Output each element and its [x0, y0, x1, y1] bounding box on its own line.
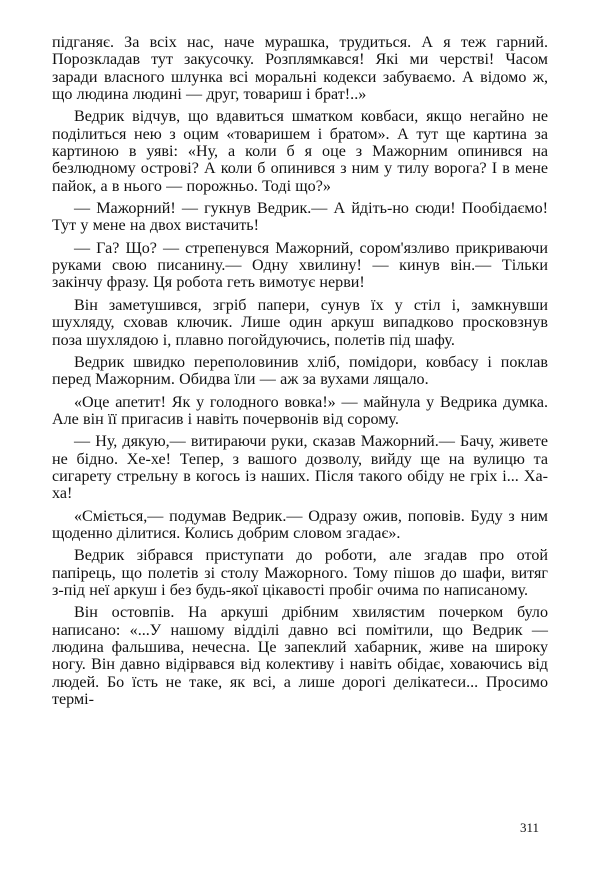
paragraph-10: Ведрик зібрався приступати до роботи, але згадав про отой папірець, що полетів зі столу Мажорного. Тому пішов до шафи, витяг з-під неї аркуш і без будь-якої цікавості пробіг очима по написаному. — [52, 547, 548, 599]
paragraph-8: — Ну, дякую,— витираючи руки, сказав Мажорний.— Бачу, живете не бідно. Хе-хе! Тепер, з вашого дозволу, вийду ще на вулицю та сигарету стрельну в когось із наших. Після такого обіду не гріх і... Ха-ха! — [52, 433, 548, 503]
paragraph-4: — Га? Що? — стрепенувся Мажорний, сором'язливо прикриваючи руками свою писанину.— Одну хвилину! — кинув він.— Тільки закінчу фразу. Ця робота геть вимотує нерви! — [52, 239, 548, 292]
page-number: 311 — [520, 820, 540, 835]
paragraph-6: Ведрик швидко переполовинив хліб, помідори, ковбасу і поклав перед Мажорним. Обидва їли — аж за вухами лящало. — [52, 353, 548, 389]
paragraph-11: Він остовпів. На аркуші дрібним хвилястим почерком було написано: «...У нашому відділі давно всі помітили, що Ведрик — людина фальшива, нечесна. Це запеклий хабарник, живе на широку ногу. Він давно відірвався від колективу і навіть обідає, ховаючись від людей. Бо їсть не таке, як всі, а лише дорогі делікатеси... Просимо термі- — [52, 604, 548, 709]
paragraph-2: Ведрик відчув, що вдавиться шматком ковбаси, якщо негайно не поділиться нею з оцим «товаришем і братом». А тут ще картина за картиною в уяві: «Ну, а коли б я оце з Мажорним опинився на безлюдному острові? А коли б опинився з ним у тилу ворога? І в мене пайок, а в нього — порожньо. Тоді що?» — [52, 108, 548, 195]
paragraph-1: підганяє. За всіх нас, наче мурашка, трудиться. А я теж гарний. Порозкладав тут закусочку. Розплямкався! Які ми черстві! Часом заради власного шлунка всі моральні кодекси забуваємо. А відомо ж, що людина людині — друг, товариш і брат!..» — [52, 34, 548, 104]
paragraph-9: «Сміється,— подумав Ведрик.— Одразу ожив, поповів. Буду з ним щоденно ділитися. Колись добрим словом згадає». — [52, 507, 548, 542]
paragraph-3: — Мажорний! — гукнув Ведрик.— А йдіть-но сюди! Пообідаємо! Тут у мене на двох вистачить! — [52, 200, 548, 235]
book-page-text — [52, 34, 548, 708]
paragraph-7: «Оце апетит! Як у голодного вовка!» — майнула у Ведрика думка. Але він її пригасив і навіть почервонів від сорому. — [52, 393, 548, 428]
paragraph-5: Він заметушився, згріб папери, сунув їх у стіл і, замкнувши шухляду, сховав ключик. Лише один аркуш випадково просковзнув поза шухлядою і, плавно погойдуючись, полетів під шафу. — [52, 296, 548, 349]
